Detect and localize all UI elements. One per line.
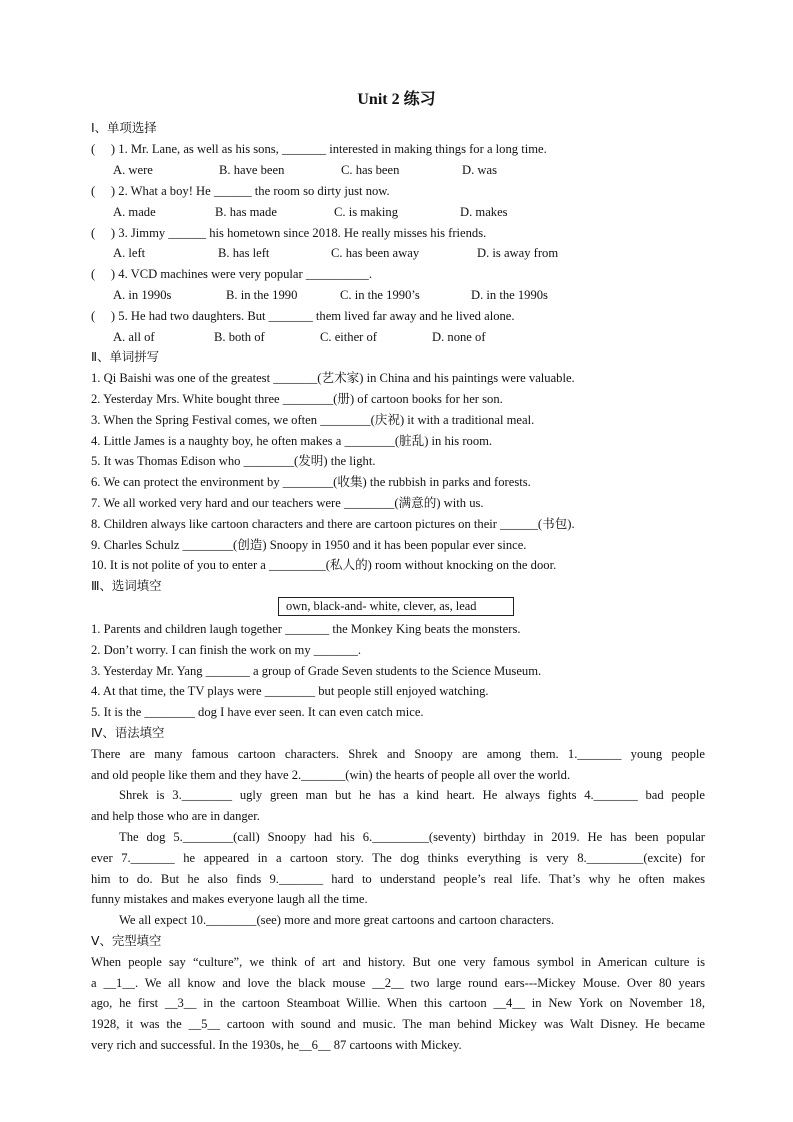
mc-q2-option-a: A. made	[113, 205, 156, 219]
mc-q1-option-a: A. were	[113, 163, 153, 177]
cloze-passage-line: very rich and successful. In the 1930s, he__6__ 87 cartoons with Mickey.	[91, 1038, 462, 1052]
mc-question-2: ( ) 2. What a boy! He ______ the room so dirty just now.	[91, 184, 390, 198]
word-bank-box: own, black-and- white, clever, as, lead	[278, 597, 514, 616]
spelling-item-1: 1. Qi Baishi was one of the greatest _______(艺术家) in China and his paintings were valuable.	[91, 371, 575, 385]
grammar-passage-line: and help those who are in danger.	[91, 809, 260, 823]
fill-word-item-3: 3. Yesterday Mr. Yang _______ a group of Grade Seven students to the Science Museum.	[91, 664, 542, 678]
spelling-item-3: 3. When the Spring Festival comes, we often ________(庆祝) it with a traditional meal.	[91, 413, 535, 427]
spelling-item-4: 4. Little James is a naughty boy, he often makes a ________(脏乱) in his room.	[91, 434, 493, 448]
spelling-item-6: 6. We can protect the environment by ________(收集) the rubbish in parks and forests.	[91, 475, 531, 489]
page-title: Unit 2 练习	[357, 91, 436, 108]
mc-q3-option-d: D. is away from	[477, 246, 559, 260]
section1-heading: Ⅰ、单项选择	[91, 120, 157, 135]
mc-q2-option-b: B. has made	[215, 205, 277, 219]
fill-word-item-1: 1. Parents and children laugh together _______ the Monkey King beats the monsters.	[91, 622, 521, 636]
mc-q3-option-a: A. left	[113, 246, 146, 260]
mc-q4-option-a: A. in 1990s	[113, 288, 172, 302]
spelling-item-8: 8. Children always like cartoon characters and there are cartoon pictures on their ______(书包).	[91, 517, 575, 531]
mc-q1-option-b: B. have been	[219, 163, 285, 177]
cloze-passage-line: ago, he first __3__ in the cartoon Steamboat Willie. When this cartoon __4__ in New York on November 18,	[91, 996, 705, 1010]
mc-q4-option-b: B. in the 1990	[226, 288, 298, 302]
mc-q1-option-d: D. was	[462, 163, 497, 177]
grammar-passage-line: ever 7._______ he appeared in a cartoon story. The dog thinks everything is very 8._________(excite) for	[91, 851, 705, 865]
grammar-passage-line: and old people like them and they have 2._______(win) the hearts of people all over the world.	[91, 768, 571, 782]
mc-q5-option-b: B. both of	[214, 330, 265, 344]
mc-q2-option-c: C. is making	[334, 205, 399, 219]
cloze-passage-line: a __1__. We all know and love the black mouse __2__ two large round ears---Mickey Mouse. Over 80 years	[91, 976, 705, 990]
grammar-passage-line: him to do. But he also finds 9._______ hard to understand people’s real life. That’s why he often makes	[91, 872, 705, 886]
mc-q4-option-c: C. in the 1990’s	[340, 288, 420, 302]
mc-q5-option-a: A. all of	[113, 330, 155, 344]
mc-question-1: ( ) 1. Mr. Lane, as well as his sons, _______ interested in making things for a long time.	[91, 142, 547, 156]
spelling-item-9: 9. Charles Schulz ________(创造) Snoopy in 1950 and it has been popular ever since.	[91, 538, 527, 552]
mc-question-5: ( ) 5. He had two daughters. But _______ them lived far away and he lived alone.	[91, 309, 515, 323]
mc-q2-option-d: D. makes	[460, 205, 508, 219]
fill-word-item-5: 5. It is the ________ dog I have ever seen. It can even catch mice.	[91, 705, 424, 719]
fill-word-item-2: 2. Don’t worry. I can finish the work on my _______.	[91, 643, 362, 657]
mc-q5-option-c: C. either of	[320, 330, 378, 344]
section4-heading: Ⅳ、语法填空	[91, 725, 165, 740]
mc-question-3: ( ) 3. Jimmy ______ his hometown since 2018. He really misses his friends.	[91, 226, 487, 240]
spelling-item-7: 7. We all worked very hard and our teachers were ________(满意的) with us.	[91, 496, 484, 510]
grammar-passage-line: Shrek is 3.________ ugly green man but he has a kind heart. He always fights 4._______ bad people	[119, 788, 705, 802]
grammar-passage-line: There are many famous cartoon characters. Shrek and Snoopy are among them. 1._______ young people	[91, 747, 705, 761]
section2-heading: Ⅱ、单词拼写	[91, 349, 160, 364]
grammar-passage-line: We all expect 10.________(see) more and more great cartoons and cartoon characters.	[119, 913, 555, 927]
spelling-item-5: 5. It was Thomas Edison who ________(发明) the light.	[91, 454, 376, 468]
spelling-item-2: 2. Yesterday Mrs. White bought three ________(册) of cartoon books for her son.	[91, 392, 503, 406]
mc-q5-option-d: D. none of	[432, 330, 486, 344]
section5-heading: Ⅴ、完型填空	[91, 933, 162, 948]
cloze-passage-line: When people say “culture”, we think of art and history. But one very famous symbol in American culture is	[91, 955, 705, 969]
cloze-passage-line: 1928, it was the __5__ cartoon with sound and music. The man behind Mickey was Walt Disney. He became	[91, 1017, 705, 1031]
mc-q3-option-c: C. has been away	[331, 246, 420, 260]
grammar-passage-line: The dog 5.________(call) Snoopy had his 6._________(seventy) birthday in 2019. He has been popular	[119, 830, 705, 844]
spelling-item-10: 10. It is not polite of you to enter a _________(私人的) room without knocking on the door.	[91, 558, 557, 572]
mc-q3-option-b: B. has left	[218, 246, 270, 260]
fill-word-item-4: 4. At that time, the TV plays were ________ but people still enjoyed watching.	[91, 684, 489, 698]
section3-heading: Ⅲ、选词填空	[91, 578, 162, 593]
mc-q1-option-c: C. has been	[341, 163, 400, 177]
mc-question-4: ( ) 4. VCD machines were very popular __________.	[91, 267, 372, 281]
grammar-passage-line: funny mistakes and makes everyone laugh all the time.	[91, 892, 368, 906]
mc-q4-option-d: D. in the 1990s	[471, 288, 548, 302]
